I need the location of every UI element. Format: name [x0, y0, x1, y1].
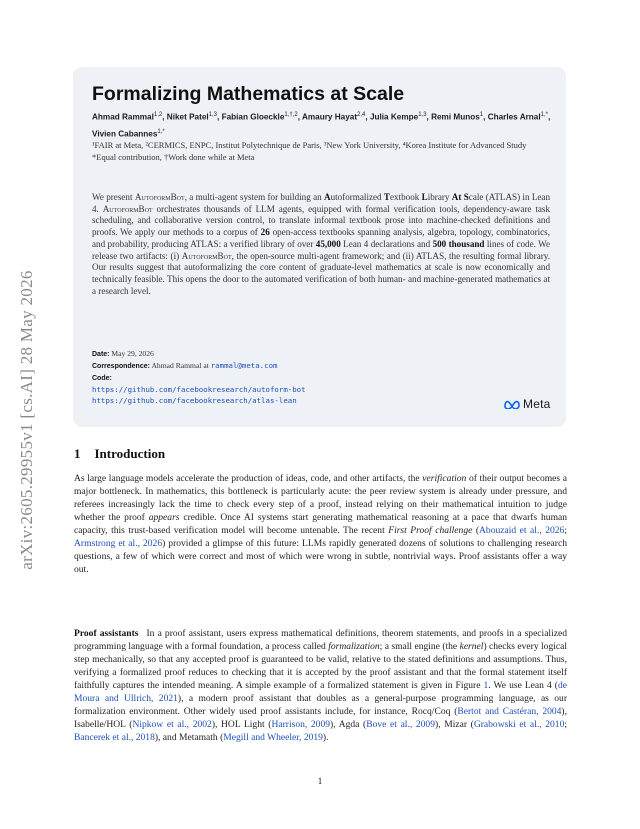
meta-infinity-icon	[503, 399, 521, 409]
citation-link[interactable]: Bove et al., 2009	[366, 719, 435, 730]
intro-paragraph: As large language models accelerate the production of ideas, code, and other artifacts, the verification of their output becomes a major bottleneck. In mathematics, this bottleneck is particularly acute: the peer review system is already under pressure, and referees increasingly lack the time to check every step of a proof, instead relying on their mathematical intuition to judge whether the proof appears credible. Once AI systems start generating mathematical reasoning at a pace that dwarfs human capacity, this trust-based verification model will become untenable. The recent First Proof challenge (Abouzaid et al., 2026; Armstrong et al., 2026) provided a glimpse of this future: LLMs rapidly generated dozens of solutions to challenging research questions, a few of which were correct and most of which were wrong in subtle, nontrivial ways. Proof assistants offer a way out.	[74, 473, 568, 575]
author-affiliation-marker: 1,3	[418, 112, 427, 118]
affiliation-line: ¹FAIR at Meta, ²CERMICS, ENPC, Institut Polytechnique de Paris, ³New York University, ⁴Korea Institute for Advanced Study	[92, 140, 527, 150]
citation-link[interactable]: Megill and Wheeler, 2019	[223, 732, 323, 743]
paper-title: Formalizing Mathematics at Scale	[92, 83, 405, 105]
author-name: Vivien Cabannes	[92, 129, 158, 139]
citation-link[interactable]: de Moura and Ullrich, 2021	[74, 680, 567, 704]
paper-metadata: Date: May 29, 2026 Correspondence: Ahmad Rammal at rammal@meta.com Code: https://github.com/facebookresearch/autoform-bot https://github.com/facebookresearch/atlas-lean	[92, 349, 306, 405]
atlas-lean-repo-link[interactable]: https://github.com/facebookresearch/atlas-lean	[92, 396, 297, 405]
code-label: Code:	[92, 375, 112, 382]
section-title: Introduction	[94, 446, 166, 461]
correspondence-email-link[interactable]: rammal@meta.com	[210, 361, 278, 370]
affiliations	[92, 140, 542, 163]
page-number: 1	[317, 777, 323, 787]
author-affiliation-marker: 1,*	[157, 128, 165, 135]
section-number: 1	[74, 446, 81, 461]
citation-link[interactable]: Armstrong et al., 2026	[74, 538, 163, 549]
author-name: Remi Munos	[431, 112, 480, 122]
date-value: May 29, 2026	[111, 349, 154, 358]
section-heading	[74, 446, 165, 462]
author-affiliation-marker: 1,*	[540, 112, 548, 118]
date-label: Date:	[92, 351, 110, 358]
autoform-bot-repo-link[interactable]: https://github.com/facebookresearch/autoform-bot	[92, 385, 306, 394]
meta-logo	[503, 397, 550, 411]
author-name: Charles Arnal	[487, 112, 541, 122]
figure-reference-link[interactable]: 1	[483, 680, 489, 691]
author-name: Amaury Hayat	[301, 112, 358, 122]
author-affiliation-marker: 1,3	[208, 112, 218, 118]
citation-link[interactable]: Abouzaid et al., 2026	[479, 525, 565, 536]
author-name: Niket Patel	[166, 112, 209, 122]
contribution-note: *Equal contribution, †Work done while at Meta	[92, 151, 255, 162]
citation-link[interactable]: Harrison, 2009	[271, 719, 331, 730]
paragraph-heading: Proof assistants	[74, 628, 139, 639]
author-affiliation-marker: 1,†,2	[284, 112, 298, 118]
citation-link[interactable]: Bertot and Castéran, 2004	[457, 706, 562, 717]
citation-link[interactable]: Nipkow et al., 2002	[132, 719, 212, 730]
proof-assistants-paragraph: Proof assistants In a proof assistant, users express mathematical definitions, theorem statements, and proofs in a specialized programming language with a formal foundation, a process called formalization; a small engine (the kernel) checks every logical step mechanically, so that any accepted proof is guaranteed to be valid, relative to the stated definitions and assumptions. Thus, verifying a formalized proof reduces to checking that it is accepted by the proof assistant and that the formal statement itself faithfully captures the intended meaning. A simple example of a formalized statement is given in Figure 1. We use Lean 4 (de Moura and Ullrich, 2021), a modern proof assistant that doubles as a general-purpose programming language, as our formalization environment. Other widely used proof assistants include, for instance, Rocq/Coq (Bertot and Castéran, 2004), Isabelle/HOL (Nipkow et al., 2002), HOL Light (Harrison, 2009), Agda (Bove et al., 2009), Mizar (Grabowski et al., 2010; Bancerek et al., 2018), and Metamath (Megill and Wheeler, 2019).	[74, 628, 568, 743]
author-name: Julia Kempe	[369, 112, 419, 122]
author-name: Ahmad Rammal	[92, 112, 154, 122]
citation-link[interactable]: Grabowski et al., 2010	[473, 719, 565, 730]
meta-logo-text: Meta	[523, 397, 551, 411]
author-affiliation-marker: 1	[479, 112, 484, 118]
abstract: We present AutoformBot, a multi-agent system for building an Autoformalized Textbook Library At Scale (ATLAS) in Lean 4. AutoformBot orchestrates thousands of LLM agents, equipped with formal verification tools, dependency-aware task scheduling, and collaborative version control, to translate informal textbook prose into machine-checked definitions and proofs. We apply our methods to a corpus of 26 open-access textbooks spanning analysis, algebra, topology, combinatorics, and probability, producing ATLAS: a verified library of over 45,000 Lean 4 declarations and 500 thousand lines of code. We release two artifacts: (i) AutoformBot, the open-source multi-agent framework; and (ii) ATLAS, the resulting formal library. Our results suggest that autoformalizing the core content of graduate-level mathematics at scale is now economically and technically feasible. This opens the door to the automated verification of both human- and machine-generated mathematics at a research level.	[92, 192, 551, 296]
author-name: Fabian Gloeckle	[221, 112, 285, 122]
arxiv-identifier: arXiv:2605.29955v1 [cs.AI] 28 May 2026	[17, 270, 36, 570]
correspondence-label: Correspondence:	[92, 363, 150, 370]
author-affiliation-marker: 1,2	[153, 112, 163, 118]
author-affiliation-marker: 2,4	[357, 112, 366, 118]
author-list: Ahmad Rammal$^{1,2}$, Niket Patel$^{1,3}$, Fabian Gloeckle$^{1,\dagger,2}$, Amaury Hayat$^{2,4}$, Julia Kempe$^{1,3}$, Remi Munos$^1$, Charles Arnal$^{1,*}$, Vivien Cabannes$^{1,*}$	[92, 112, 551, 139]
citation-link[interactable]: Bancerek et al., 2018	[74, 732, 155, 743]
autoformbot-name: AutoformBot	[134, 192, 185, 202]
